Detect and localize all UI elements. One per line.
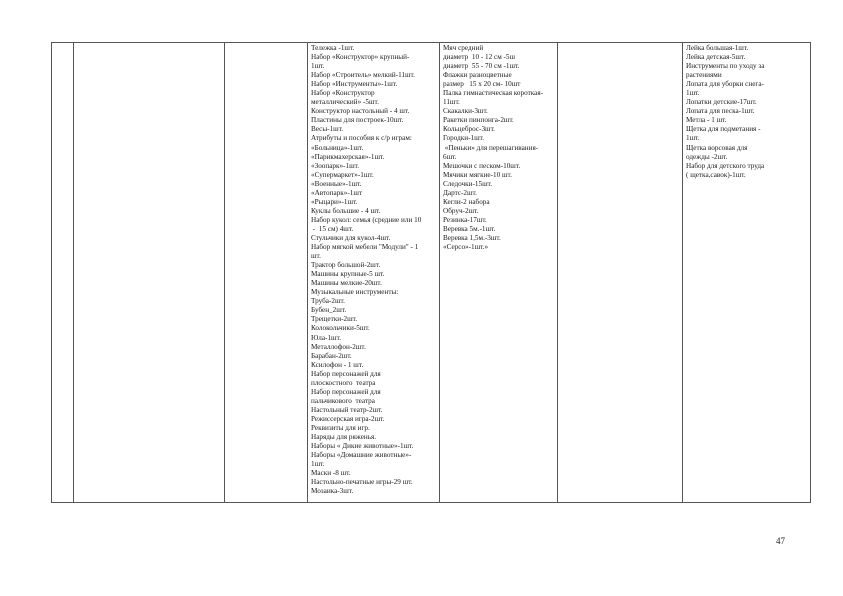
list-item: Стульчики для кукол-4шт. xyxy=(311,233,391,242)
list-item: Бубен_2шт. xyxy=(311,306,347,315)
list-item: Настольно-печатные игры-29 шт. xyxy=(311,478,413,487)
list-item: диаметр 55 - 70 см -1шт. xyxy=(443,62,520,71)
cell-labor-equipment xyxy=(683,43,811,503)
list-item: Набор персонажей для xyxy=(311,387,381,396)
list-item: Резинка-17шт. xyxy=(443,215,487,224)
list-item: Конструктор настольный - 4 шт. xyxy=(311,107,410,116)
list-item: Пластины для построек-10шт. xyxy=(311,116,404,125)
list-item: «Рыцари»-1шт. xyxy=(311,197,358,206)
list-item: Лопата для песка-1шт. xyxy=(686,107,755,116)
list-item: Набор «Конструктор» крупный- xyxy=(311,53,410,62)
list-item: Наборы «Домашние животные»- xyxy=(311,451,412,460)
list-item: Набор персонажей для xyxy=(311,369,381,378)
list-item: Ракетки пинпонга-2шт. xyxy=(443,116,514,125)
list-item: одежды -2шт. xyxy=(686,152,728,161)
list-item: Скакалки-3шт. xyxy=(443,107,488,116)
list-item: 6шт. xyxy=(443,152,457,161)
list-item: Набор «Строитель» мелкий-11шт. xyxy=(311,71,415,80)
list-item: Обруч-2шт. xyxy=(443,206,479,215)
cell-col6 xyxy=(558,43,683,503)
list-item: Щетка ворсовая для xyxy=(686,143,748,152)
list-item: Городки-1шт. xyxy=(443,134,485,143)
list-item: Настольный театр-2шт. xyxy=(311,405,383,414)
list-item: «Парикмахерская»-1шт. xyxy=(311,152,385,161)
inventory-table xyxy=(51,42,811,503)
list-item: 1шт. xyxy=(686,134,700,143)
list-item: Веревка 5м.-1шт. xyxy=(443,224,496,233)
list-item: Лейка детская-5шт. xyxy=(686,53,746,62)
list-item: Атрибуты и пособия к с/р играм: xyxy=(311,134,412,143)
list-item: ( щетка,савок)-1шт. xyxy=(686,170,746,179)
list-item: 1шт. xyxy=(311,62,325,71)
cell-toys-equipment xyxy=(308,43,440,503)
list-item: «Зоопарк»-1шт. xyxy=(311,161,360,170)
list-item: - 15 см) 4шт. xyxy=(311,224,354,233)
list-item: диаметр 10 - 12 см -5ш xyxy=(443,53,516,62)
list-item: Инструменты по уходу за xyxy=(686,62,765,71)
table-row xyxy=(52,43,811,503)
list-item: пальчикового театра xyxy=(311,396,375,405)
list-item: Наборы « Дикие животные»-1шт. xyxy=(311,442,414,451)
list-item: Режиссерская игра-2шт. xyxy=(311,414,385,423)
list-item: 1шт. xyxy=(311,460,325,469)
list-item: Реквизиты для игр. xyxy=(311,423,370,432)
list-item: плоскостного театра xyxy=(311,378,376,387)
list-item: Набор «Конструктор xyxy=(311,89,375,98)
list-item: «Военные»-1шт. xyxy=(311,179,362,188)
list-item: Лопатки детские-17шт. xyxy=(686,98,757,107)
list-item: Набор для детского труда xyxy=(686,161,765,170)
list-item: Ксилофон - 1 шт. xyxy=(311,360,364,369)
list-item: Весы-1шт. xyxy=(311,125,344,134)
list-item: Набор мягкой мебели "Модули" - 1 xyxy=(311,243,419,252)
list-item: 11шт. xyxy=(443,98,460,107)
cell-col1 xyxy=(52,43,74,503)
list-item: Кегли-2 набора xyxy=(443,197,490,206)
list-item: Труба-2шт. xyxy=(311,297,345,306)
list-item: Мозаика-3шт. xyxy=(311,487,354,496)
list-item: Флажки разноцветные xyxy=(443,71,512,80)
list-item: Набор «Инструменты»-1шт. xyxy=(311,80,398,89)
cell-col2 xyxy=(74,43,225,503)
list-item: металлический» -5шт. xyxy=(311,98,379,107)
cell-sports-equipment xyxy=(440,43,558,503)
list-item: «Больница»-1шт. xyxy=(311,143,364,152)
list-item: Трещетки-2шт. xyxy=(311,315,358,324)
list-item: Мячики мягкие-10 шт. xyxy=(443,170,512,179)
list-item: растениями xyxy=(686,71,722,80)
list-item: Машины мелкие-20шт. xyxy=(311,279,382,288)
list-item: «Супермаркет»-1шт. xyxy=(311,170,374,179)
list-item: Лейка большая-1шт. xyxy=(686,44,749,52)
list-item: «Пеньки» для перешагивания- xyxy=(443,143,539,152)
list-item: Веревка 1,5м.-3шт. xyxy=(443,233,501,242)
list-item: Машины крупные-5 шт. xyxy=(311,270,385,279)
list-item: Лопата для уборки снега- xyxy=(686,80,764,89)
list-item: «Автопарк»-1шт xyxy=(311,188,363,197)
list-item: Колокольчики-5шт. xyxy=(311,324,370,333)
list-item: Металлофон-2шт. xyxy=(311,342,366,351)
list-item: «Серсо»-1шт.» xyxy=(443,243,489,252)
list-item: Трактор большой-2шт. xyxy=(311,261,381,270)
list-item: Куклы большие - 4 шт. xyxy=(311,206,381,215)
list-item: Барабан-2шт. xyxy=(311,351,352,360)
list-item: Наряды для ряженья. xyxy=(311,433,377,442)
list-item: Следочки-15шт. xyxy=(443,179,493,188)
list-item: Мешочки с песком-10шт. xyxy=(443,161,521,170)
list-item: Щетка для подметания - xyxy=(686,125,761,134)
list-item: Метла - 1 шт. xyxy=(686,116,727,125)
list-item: размер 15 x 20 см- 10шт xyxy=(443,80,521,89)
list-item: Мяч средний xyxy=(443,44,484,52)
list-item: Маски -8 шт. xyxy=(311,469,351,478)
list-item: Палка гимнастическая короткая- xyxy=(443,89,544,98)
list-item: Юла-1шт. xyxy=(311,333,341,342)
list-item: Дартс-2шт. xyxy=(443,188,477,197)
page-number: 47 xyxy=(776,536,785,546)
cell-col3 xyxy=(225,43,308,503)
list-item: Кольцеброс-3шт. xyxy=(443,125,495,134)
list-item: Набор кукол: семья (средние или 10 xyxy=(311,215,422,224)
list-item: Тележка -1шт. xyxy=(311,44,355,52)
list-item: шт. xyxy=(311,252,321,261)
list-item: 1шт. xyxy=(686,89,700,98)
list-item: Музыкальные инструменты: xyxy=(311,288,399,297)
